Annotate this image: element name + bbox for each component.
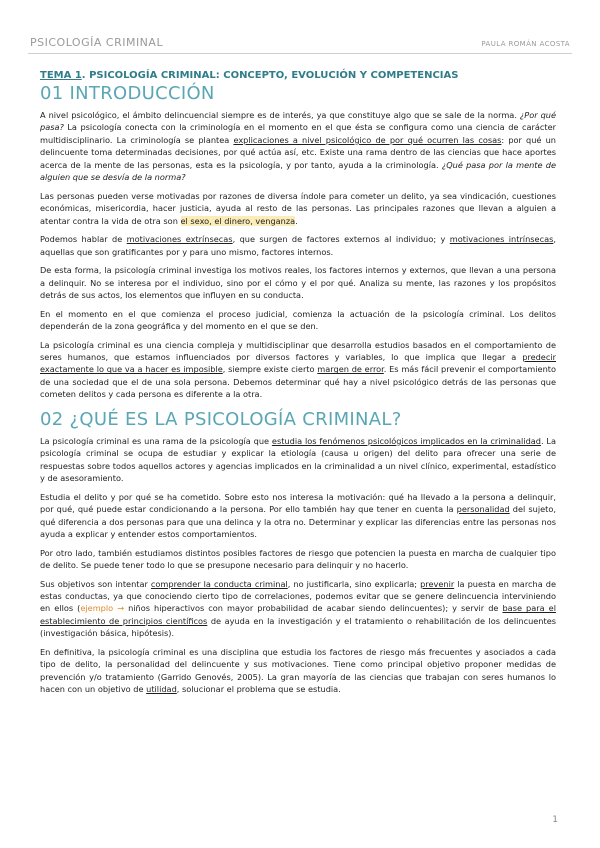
paragraph: En el momento en el que comienza el proceso judicial, comienza la actuación de la psicología criminal. Los delitos dependerán de la zona geográfica y del momento en el que se den. [40, 308, 556, 332]
paragraph: Sus objetivos son intentar comprender la conducta criminal, no justificarla, sino explicarla; prevenir la puesta en marcha de estas conductas, ya que conociendo cierto tipo de correlaciones, podemos evitar que se genere delincuencia interviniendo en ellos (ejemplo → niños hiperactivos con mayor probabilidad de acabar siendo delincuentes); y servir de base para el establecimiento de principios científicos de ayuda en la investigación y el tratamiento o rehabilitación de los delincuentes (investigación básica, hipótesis). [40, 578, 556, 639]
document-body [40, 70, 556, 702]
paragraph: La psicología criminal es una ciencia compleja y multidisciplinar que desarrolla estudios basados en el comportamiento de seres humanos, que estamos influenciados por diversos factores y variables, lo que implica que llegar a predecir exactamente lo que va a hacer es imposible, siempre existe cierto margen de error. Es más fácil prevenir el comportamiento de una sociedad que el de una sola persona. Debemos determinar qué hay a nivel psicológico detrás de las personas que cometen delitos y cada persona es diferente a la otra. [40, 339, 556, 400]
section-heading-que-es: 02 ¿QUÉ ES LA PSICOLOGÍA CRIMINAL? [40, 408, 402, 430]
page-header [0, 0, 600, 62]
paragraph: Estudia el delito y por qué se ha cometido. Sobre esto nos interesa la motivación: qué ha llevado a la persona a delinquir, por qué, qué puede estar condicionando a la persona. Por ello también hay que tener en cuenta la personalidad del sujeto, qué diferencia a dos personas para que una delinca y la otra no. Determinar y explicar las diferencias entre las personas nos ayuda a explicar y entender estos comportamientos. [40, 491, 556, 540]
header-title: PSICOLOGÍA CRIMINAL [30, 36, 164, 49]
tema-title [40, 70, 556, 81]
page-number: 1 [552, 815, 558, 825]
paragraph: A nivel psicológico, el ámbito delincuencial siempre es de interés, ya que constituye algo que se sale de la norma. ¿Por qué pasa? La psicología conecta con la criminología en el momento en el que ésta se configura como una ciencia de carácter multidisciplinario. La criminología se plantea explicaciones a nivel psicológico de por qué ocurren las cosas: por qué un delincuente toma determinadas decisiones, por qué actúa así, etc. Existe una rama dentro de las ciencias que hace aportes acerca de la mente de las personas, esta es la psicología, y por tanto, ayuda a la criminología. ¿Qué pasa por la mente de alguien que se desvía de la norma? [40, 110, 556, 183]
paragraph: Podemos hablar de motivaciones extrínsecas, que surgen de factores externos al individuo; y motivaciones intrínsecas, aquellas que son gratificantes por y para uno mismo, factores internos. [40, 234, 556, 257]
paragraph: En definitiva, la psicología criminal es una disciplina que estudia los factores de riesgo más frecuentes y asociados a cada tipo de delito, la personalidad del delincuente y sus motivaciones. Tiene como principal objetivo proponer medidas de prevención y/o tratamiento (Garrido Genovés, 2005). La gran mayoría de las ciencias que trabajan con seres humanos lo hacen con un objetivo de utilidad, solucionar el problema que se estudia. [40, 646, 556, 695]
paragraph: Las personas pueden verse motivadas por razones de diversa índole para cometer un delito, ya sea vindicación, cuestiones económicas, misericordia, hacer justicia, ayuda al resto de las personas. Las principales razones que llevan a alguien a atentar contra la vida de otra son el sexo, el dinero, venganza. [40, 190, 556, 226]
highlight: el sexo, el dinero, venganza [180, 215, 296, 226]
paragraph: Por otro lado, también estudiamos distintos posibles factores de riesgo que potencien la puesta en marcha de cualquier tipo de delito. Se puede tener todo lo que se presupone necesario para delinquir y no hacerlo. [40, 547, 556, 571]
paragraph: De esta forma, la psicología criminal investiga los motivos reales, los factores internos y externos, que llevan a una persona a delinquir. No se interesa por el individuo, sino por el cómo y el por qué. Analiza su mente, las razones y los propósitos detrás de sus actos, los elementos que influyen en su conducta. [40, 265, 556, 301]
paragraph: La psicología criminal es una rama de la psicología que estudia los fenómenos psicológicos implicados en la criminalidad. La psicología criminal se ocupa de estudiar y explicar la etiología (causa u origen) del delito para ofrecer una serie de respuestas sobre todos aquellos actores y agencias implicados en la criminalidad a un nivel clínico, experimental, estadístico y de asesoramiento. [40, 435, 557, 484]
header-author: PAULA ROMÁN ACOSTA [481, 40, 570, 48]
header-divider [28, 53, 572, 54]
section-heading-introduccion: 01 INTRODUCCIÓN [40, 83, 215, 104]
tema-number: TEMA 1 [40, 70, 82, 81]
tema-title-text: . PSICOLOGÍA CRIMINAL: CONCEPTO, EVOLUCIÓN Y COMPETENCIAS [81, 70, 459, 81]
example-marker: ejemplo → [80, 603, 125, 614]
